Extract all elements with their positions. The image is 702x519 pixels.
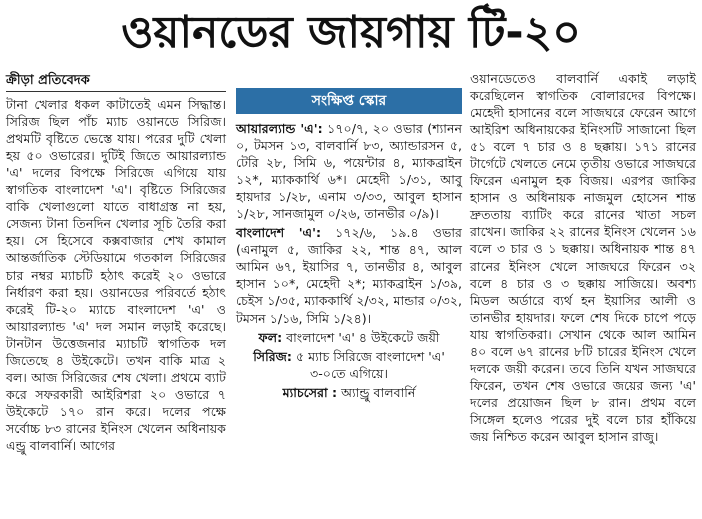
scorecard-box <box>236 88 462 403</box>
bangladesh-label: বাংলাদেশ 'এ': <box>236 225 322 241</box>
result-text: বাংলাদেশ 'এ' ৪ উইকেটে জয়ী <box>286 329 440 345</box>
series-text: ৫ ম্যাচ সিরিজে বাংলাদেশ 'এ' ৩-০তে এগিয়ে। <box>295 348 445 381</box>
series-label: সিরিজ: <box>253 348 292 364</box>
ireland-text: ১৭০/৭, ২০ ওভার (শ্যানন ০, টমসন ১৩, বালবার্নি ৮৩, অ্যান্ডারসন ৫, টেরি ২৮, সিমি ৬, পয়েন্টার ৪, ম্যাকব্রাইন ১২*, ম্যাককার্থি ৬*। মেহেদী ১/৩১, আবু হায়দার ১/২৮, এনাম ৩/৩৩, আবুল হাসান ১/২৮, সানজামুল ০/২৬, তানভীর ০/৯)। <box>236 121 462 222</box>
result-label: ফল: <box>258 329 283 345</box>
ireland-score <box>236 120 462 222</box>
mom-label: ম্যাচসেরা : <box>282 384 338 400</box>
column-3-text: ওয়ানডেতেও বালবার্নি একাই লড়াই করেছিলেন স্বাগতিক বোলারদের বিপক্ষে। মেহেদী হাসানের বলে সাজঘরে ফেরেন আগে আইরিশ অধিনায়কের ইনিংসটি সাজানো ছিল ৫১ বলে ৭ চার ও ৪ ছক্কায়। ১৭১ রানের টার্গেটে খেলতে নেমে তৃতীয় ওভারে সাজঘরে ফিরেন এনামুল হক বিজয়। এরপর জাকির হাসান ও অধিনায়ক নাজমুল হোসেন শান্ত দ্রুততায় ব্যাটিং করে রানের খাতা সচল রাখেন। জাকির ২২ রানের ইনিংস খেলেন ১৬ বলে ৩ চার ও ১ ছক্কায়। অধিনায়ক শান্ত ৪৭ রানের ইনিংস খেলে সাজঘরে ফিরেন ৩২ বলে ৪ চার ও ৩ ছক্কায় সাজিয়ে। অবশ্য মিডল অর্ডারে ব্যর্থ হন ইয়াসির আলী ও তানভীর হায়দার। ফলে শেষ দিকে চাপে পড়ে যায় স্বাগতিকরা। সেখান থেকে আল আমিন ৪০ বলে ৬৭ রানের ৮টি চারের ইনিংস খেলে দলকে জয়ী করেন। তবে তিনি যখন সাজঘরে ফিরেন, তখন শেষ ওভারে জয়ের জন্য 'এ' দলের প্রয়োজন ছিল ৮ রান। প্রথম বলে সিঙ্গেল হলেও পরের দুই বলে চার হাঁকিয়ে জয় নিশ্চিত করেন আবুল হাসান রাজু। <box>470 71 696 444</box>
bangladesh-score <box>236 224 462 326</box>
column-1-text: টানা খেলার ধকল কাটাতেই এমন সিদ্ধান্ত। সিরিজ ছিল পাঁচ ম্যাচ ওয়ানডে সিরিজ। প্রথমটি বৃষ্টিতে ভেস্তে যায়। পরের দুটি খেলা হয় ৫০ ওভারের। দুটিই জিতে আয়ারল্যান্ড 'এ' দলের বিপক্ষে সিরিজে এগিয়ে যায় স্বাগতিক বাংলাদেশ 'এ'। বৃষ্টিতে সিরিজের বাকি খেলাগুলো যাতে বাধাগ্রস্ত না হয়, সেজন্য টানা তিনদিন খেলার সূচি তৈরি করা হয়। সে হিসেবে কক্সবাজার শেখ কামাল আন্তর্জাতিক স্টেডিয়ামে গতকাল সিরিজের চার নম্বর ম্যাচটি হঠাৎ করেই ২০ ওভারে নির্ধারণ করা হয়। ওয়ানডের পরিবর্তে হঠাৎ করেই টি-২০ ম্যাচে বাংলাদেশ 'এ' ও আয়ারল্যান্ড 'এ' দল সমান লড়াই করেছে। টানটান উত্তেজনার ম্যাচটি স্বাগতিক দল জিতেছে ৪ উইকেটে। তখন বাকি মাত্র ২ বল। আজ সিরিজের শেষ খেলা। প্রথমে ব্যাট করে সফরকারী আইরিশরা ২০ ওভারে ৭ উইকেটে ১৭০ রান করে। দলের পক্ষে সর্বোচ্চ ৮৩ রানের ইনিংস খেলেন অধিনায়ক এন্ড্রু বালবার্নি। আগের <box>6 97 226 453</box>
series-line <box>236 348 462 382</box>
mom-text: অ্যান্ড্রু বালবার্নি <box>341 384 416 400</box>
man-of-match-line <box>236 384 462 401</box>
byline: ক্রীড়া প্রতিবেদক <box>6 73 90 88</box>
result-line <box>236 329 462 346</box>
byline-divider <box>6 91 226 92</box>
article-column-1 <box>6 72 226 454</box>
headline: ওয়ানডের জায়গায় টি-২০ <box>121 7 581 58</box>
ireland-label: আয়ারল্যান্ড 'এ': <box>236 121 323 136</box>
bangladesh-text: ১৭২/৬, ১৯.৪ ওভার (এনামুল ৫, জাকির ২২, শান্ত ৪৭, আল আমিন ৬৭, ইয়াসির ৭, তানভীর ৪, আবুল হাসান ১০*, মেহেদী ২*; ম্যাকব্রাইন ১/৩৯, চেইস ১/৩৫, ম্যাককার্থি ২/৩২, মান্ডার ০/৩২, টমসন ১/১৬, সিমি ১/২৪)। <box>236 225 462 326</box>
article-column-3 <box>470 70 696 445</box>
scorecard-title: সংক্ষিপ্ত স্কোর <box>236 88 462 114</box>
